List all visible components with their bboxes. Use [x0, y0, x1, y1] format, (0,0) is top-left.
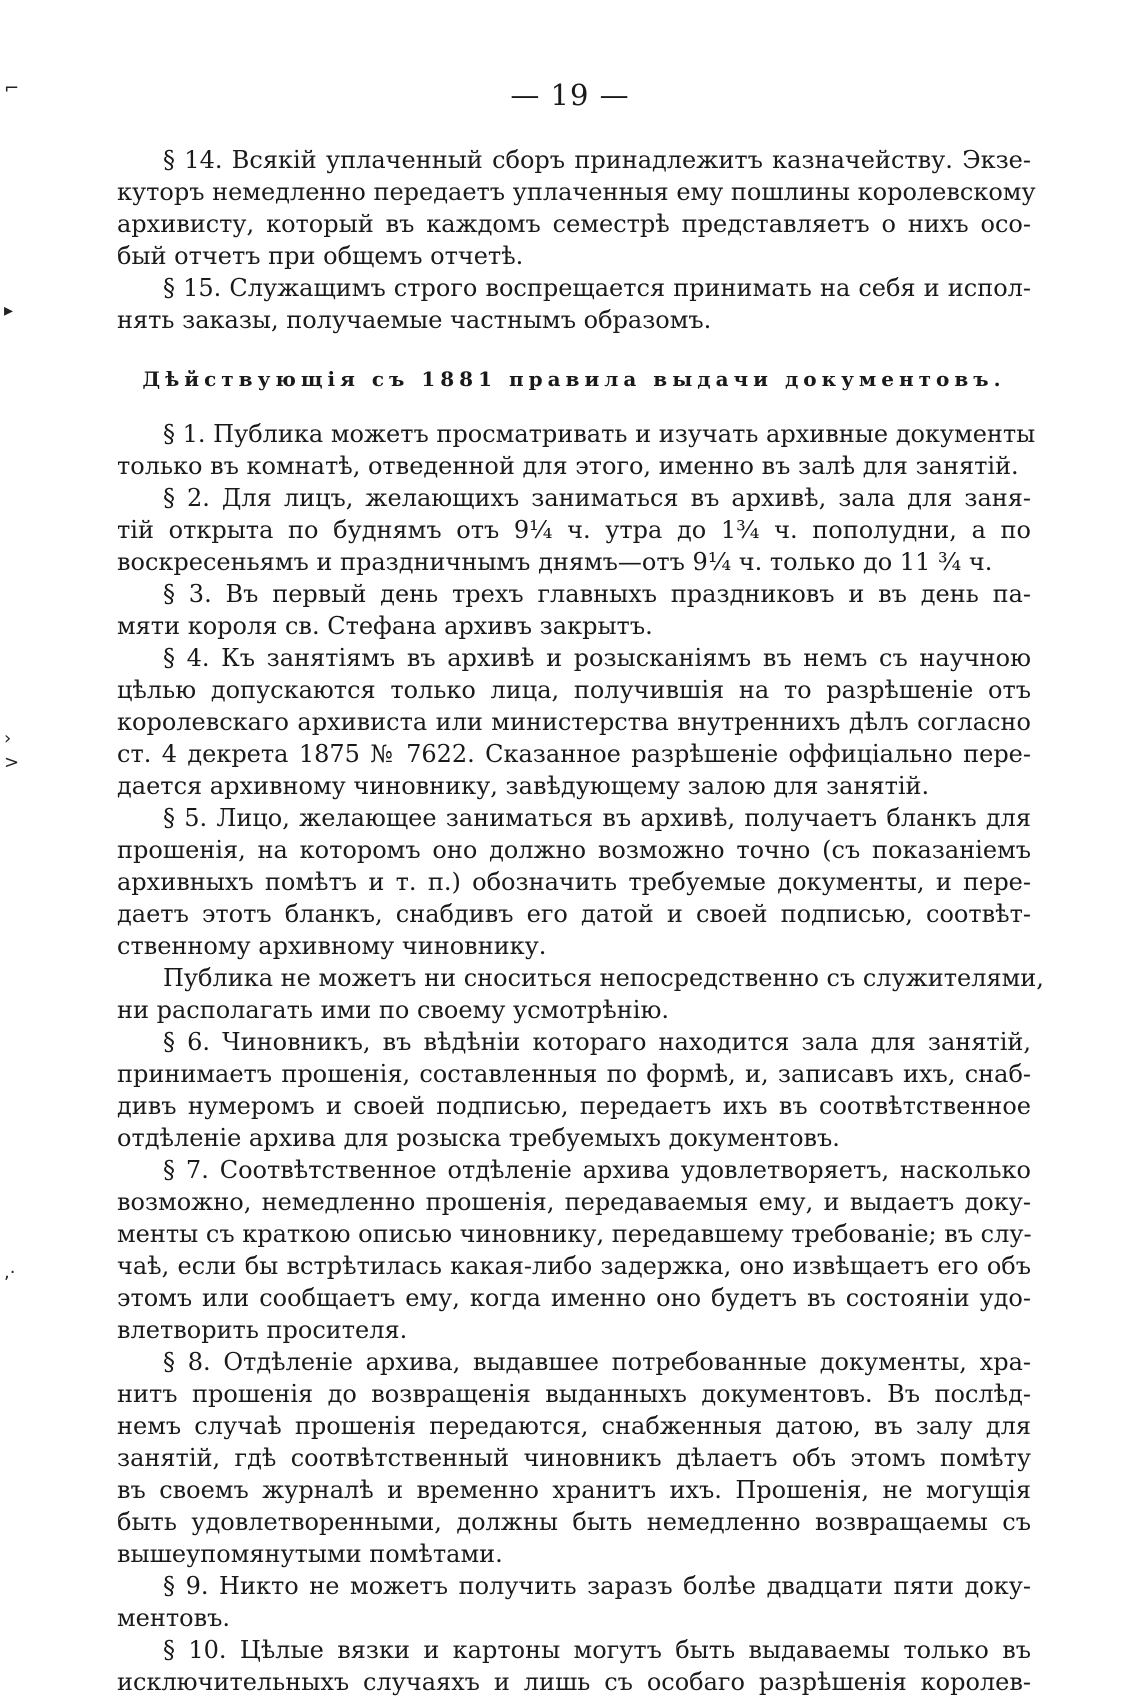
margin-mark-icon: ⌐: [4, 78, 20, 99]
text-line: отдѣленіе архива для розыска требуемыхъ документовъ.: [117, 1124, 840, 1152]
page-number: — 19 —: [510, 78, 630, 112]
margin-mark-icon: ▸: [4, 300, 14, 321]
text-line: исключительныхъ случаяхъ и лишь съ особаго разрѣшенія королев-: [117, 1668, 1031, 1696]
text-line: цѣлью допускаются только лица, получившія на то разрѣшеніе отъ: [117, 676, 1031, 704]
margin-mark-icon: ,·: [4, 1262, 16, 1283]
text-line: въ своемъ журналѣ и временно хранитъ ихъ. Прошенія, не могущія: [117, 1476, 1031, 1504]
paragraphs-after-title: [117, 418, 1044, 1698]
text-line: тій открыта по буднямъ отъ 9¼ ч. утра до 1¾ ч. пополудни, а по: [117, 516, 1031, 544]
text-line: занятій, гдѣ соотвѣтственный чиновникъ дѣлаетъ объ этомъ помѣту: [117, 1444, 1031, 1472]
text-line: архивисту, который въ каждомъ семестрѣ представляетъ о нихъ осо-: [117, 210, 1031, 238]
text-line: немъ случаѣ прошенія передаются, снабженныя датою, въ залу для: [117, 1412, 1031, 1440]
margin-mark-icon: ›: [4, 728, 12, 749]
text-line: § 14. Всякій уплаченный сборъ принадлежитъ казначейству. Экзе-: [163, 146, 1031, 174]
text-line: бый отчетъ при общемъ отчетѣ.: [117, 242, 524, 270]
text-line: куторъ немедленно передаетъ уплаченныя ему пошлины королевскому: [117, 178, 1036, 206]
text-line: даетъ этотъ бланкъ, снабдивъ его датой и своей подписью, соотвѣт-: [117, 900, 1031, 928]
text-line: этомъ или сообщаетъ ему, когда именно оно будетъ въ состояніи удо-: [117, 1284, 1031, 1312]
text-line: § 9. Никто не можетъ получить заразъ болѣе двадцати пяти доку-: [163, 1572, 1031, 1600]
text-line: вышеупомянутыми помѣтами.: [117, 1540, 503, 1568]
text-line: королевскаго архивиста или министерства внутреннихъ дѣлъ согласно: [117, 708, 1031, 736]
text-line: влетворить просителя.: [117, 1316, 408, 1344]
text-line: ни располагать ими по своему усмотрѣнію.: [117, 996, 669, 1024]
paragraphs-before-title: [117, 144, 1036, 336]
text-line: ментовъ.: [117, 1604, 231, 1632]
text-line: быть удовлетворенными, должны быть немедленно возвращаемы съ: [117, 1508, 1031, 1536]
text-line: нитъ прошенія до возвращенія выданныхъ документовъ. Въ послѣд-: [117, 1380, 1031, 1408]
text-line: чаѣ, если бы встрѣтилась какая-либо задержка, оно извѣщаетъ его объ: [117, 1252, 1031, 1280]
text-line: мяти короля св. Стефана архивъ закрытъ.: [117, 612, 653, 640]
text-line: Публика не можетъ ни сноситься непосредственно съ служителями,: [163, 964, 1044, 992]
text-line: § 10. Цѣлые вязки и картоны могутъ быть выдаваемы только въ: [163, 1636, 1031, 1664]
text-line: дается архивному чиновнику, завѣдующему залою для занятій.: [117, 772, 930, 800]
text-line: § 8. Отдѣленіе архива, выдавшее потребованные документы, хра-: [163, 1348, 1031, 1376]
text-line: воскресеньямъ и праздничнымъ днямъ—отъ 9¼ ч. только до 11 ¾ ч.: [117, 548, 993, 576]
text-line: § 15. Служащимъ строго воспрещается принимать на себя и испол-: [163, 274, 1031, 302]
text-line: возможно, немедленно прошенія, передаваемыя ему, и выдаетъ доку-: [117, 1188, 1031, 1216]
text-line: принимаетъ прошенія, составленныя по формѣ, и, записавъ ихъ, снаб-: [117, 1060, 1031, 1088]
text-line: ственному архивному чиновнику.: [117, 932, 547, 960]
text-line: прошенія, на которомъ оно должно возможно точно (съ показаніемъ: [117, 836, 1031, 864]
text-line: § 2. Для лицъ, желающихъ заниматься въ архивѣ, зала для заня-: [163, 484, 1031, 512]
text-line: нять заказы, получаемые частнымъ образомъ.: [117, 306, 712, 334]
text-line: менты съ краткою описью чиновнику, передавшему требованіе; въ слу-: [117, 1220, 1032, 1248]
text-line: § 3. Въ первый день трехъ главныхъ праздниковъ и въ день па-: [163, 580, 1031, 608]
text-line: § 5. Лицо, желающее заниматься въ архивѣ, получаетъ бланкъ для: [163, 804, 1031, 832]
text-line: § 1. Публика можетъ просматривать и изучать архивные документы: [163, 420, 1036, 448]
text-line: архивныхъ помѣтъ и т. п.) обозначить требуемые документы, и пере-: [117, 868, 1031, 896]
section-title: Дѣйствующія съ 1881 правила выдачи документовъ.: [142, 367, 1006, 391]
document-body: [117, 144, 1044, 1698]
margin-mark-icon: >: [4, 752, 20, 773]
text-line: ст. 4 декрета 1875 № 7622. Сказанное разрѣшеніе оффиціально пере-: [117, 740, 1031, 768]
text-line: § 7. Соотвѣтственное отдѣленіе архива удовлетворяетъ, насколько: [163, 1156, 1031, 1184]
text-line: дивъ нумеромъ и своей подписью, передаетъ ихъ въ соотвѣтственное: [117, 1092, 1031, 1120]
text-line: § 6. Чиновникъ, въ вѣдѣніи котораго находится зала для занятій,: [163, 1028, 1031, 1056]
text-line: § 4. Къ занятіямъ въ архивѣ и розысканіямъ въ немъ съ научною: [163, 644, 1031, 672]
text-line: только въ комнатѣ, отведенной для этого, именно въ залѣ для занятій.: [117, 452, 1019, 480]
